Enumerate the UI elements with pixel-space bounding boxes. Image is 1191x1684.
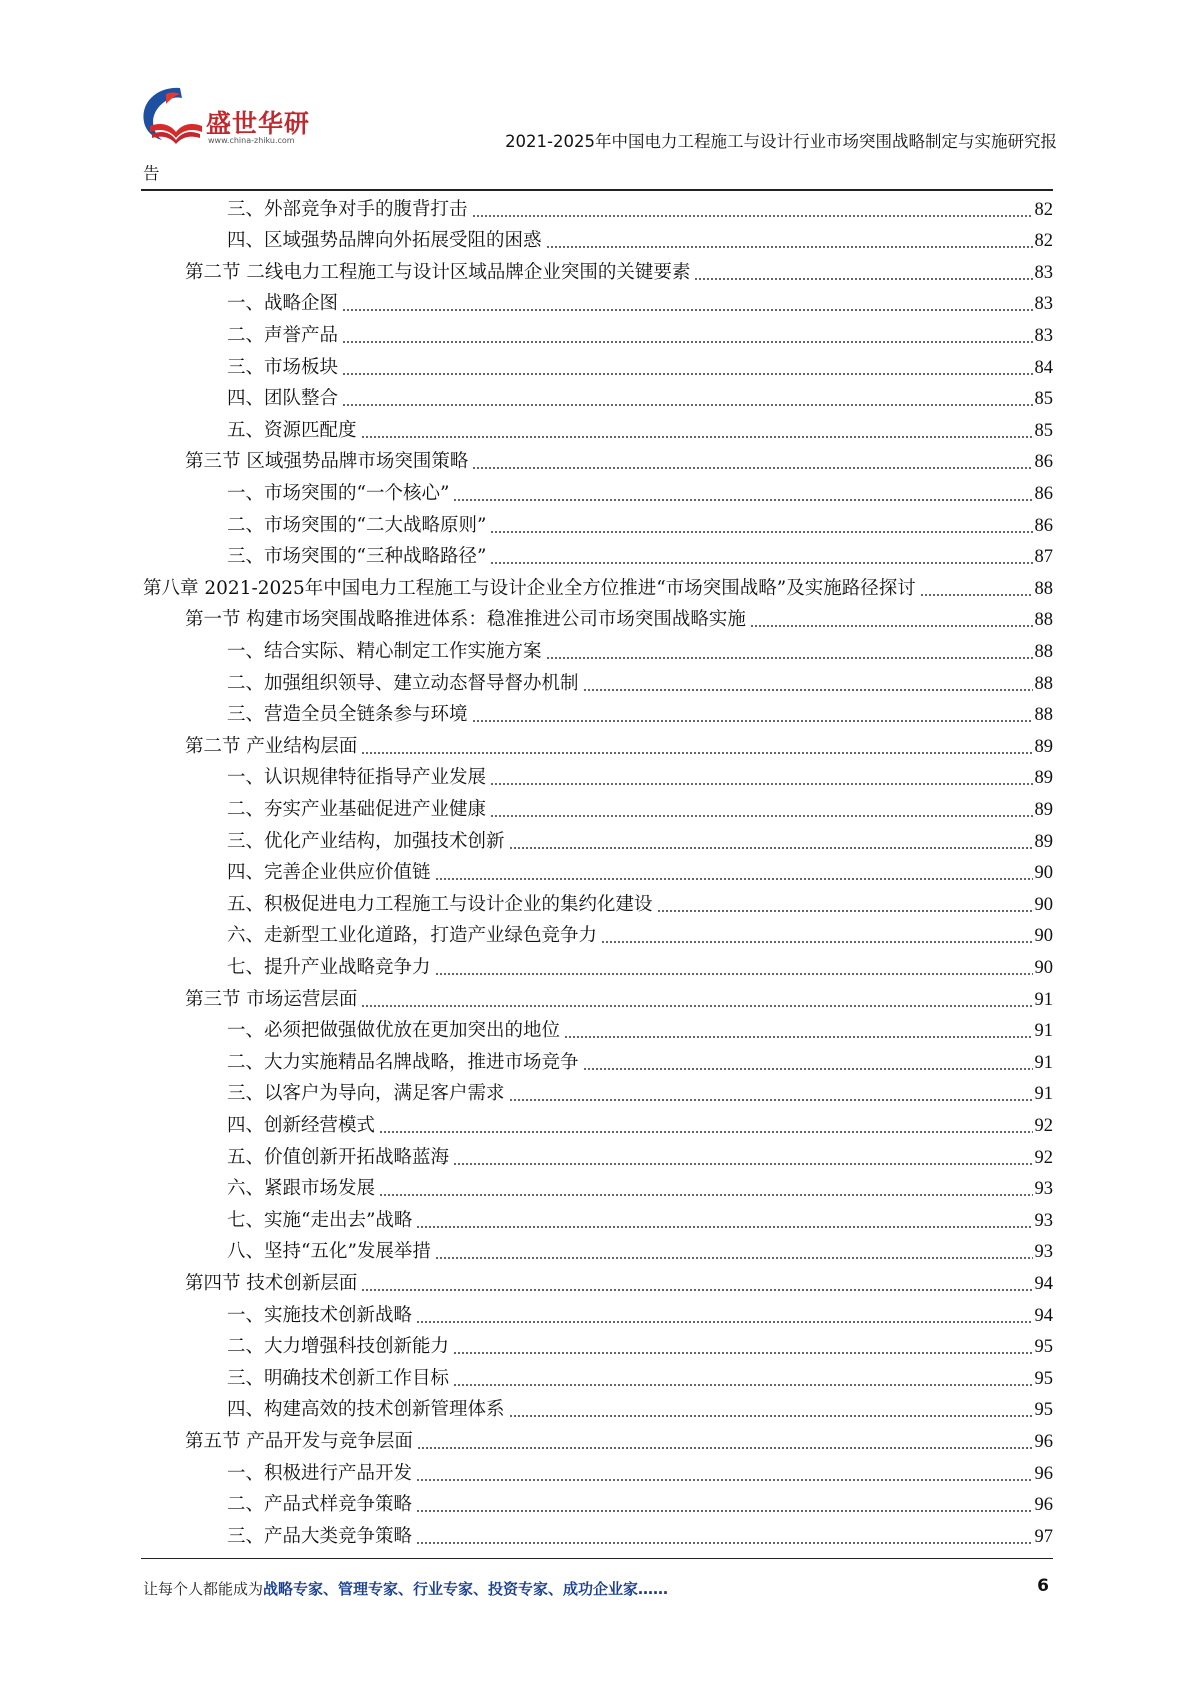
toc-dot-leader: [379, 1131, 1032, 1133]
toc-entry-page: 87: [1034, 547, 1053, 568]
toc-entry[interactable]: [185, 727, 1053, 759]
toc-dot-leader: [490, 531, 1032, 533]
company-logo: [136, 82, 316, 152]
toc-entry[interactable]: [227, 316, 1053, 348]
toc-dot-leader: [472, 467, 1032, 469]
toc-entry-label: 六、走新型工业化道路，打造产业绿色竞争力: [227, 925, 598, 947]
toc-dot-leader: [435, 878, 1033, 880]
toc-entry-page: 95: [1034, 1400, 1053, 1421]
toc-dot-leader: [416, 1510, 1032, 1512]
toc-entry-label: 三、产品大类竞争策略: [227, 1525, 413, 1547]
toc-entry-label: 四、区域强势品牌向外拓展受阻的困惑: [227, 230, 542, 252]
logo-name: 盛世华研: [206, 109, 311, 138]
toc-entry-label: 一、结合实际、精心制定工作实施方案: [227, 640, 542, 662]
toc-entry[interactable]: [227, 1106, 1053, 1138]
toc-entry-page: 89: [1034, 768, 1053, 789]
toc-entry-label: 二、市场突围的“二大战略原则”: [227, 514, 487, 536]
toc-entry-page: 86: [1034, 452, 1053, 473]
toc-dot-leader: [509, 1099, 1033, 1101]
toc-dot-leader: [583, 689, 1033, 691]
report-title-line-1: 2021-2025年中国电力工程施工与设计行业市场突围战略制定与实施研究报: [505, 132, 1057, 151]
toc-entry-label: 第二节 二线电力工程施工与设计区域品牌企业突围的关键要素: [185, 261, 691, 283]
toc-entry-label: 二、大力增强科技创新能力: [227, 1336, 450, 1358]
toc-entry[interactable]: [227, 380, 1053, 412]
toc-entry-label: 第八章 2021-2025年中国电力工程施工与设计企业全方位推进“市场突围战略”及实施路径探讨: [143, 577, 916, 599]
toc-entry[interactable]: [143, 569, 1053, 601]
toc-entry-page: 96: [1034, 1495, 1053, 1516]
toc-entry-label: 一、必须把做强做优放在更加突出的地位: [227, 1020, 561, 1042]
toc-entry[interactable]: [227, 885, 1053, 917]
toc-entry-page: 92: [1034, 1115, 1053, 1136]
toc-entry-label: 三、以客户为导向，满足客户需求: [227, 1083, 505, 1105]
toc-entry-label: 一、实施技术创新战略: [227, 1304, 413, 1326]
toc-entry-page: 88: [1034, 641, 1053, 662]
toc-entry-page: 86: [1034, 483, 1053, 504]
toc-dot-leader: [694, 278, 1032, 280]
toc-entry[interactable]: [227, 1296, 1053, 1328]
toc-entry-label: 第二节 产业结构层面: [185, 735, 358, 757]
toc-entry-label: 五、积极促进电力工程施工与设计企业的集约化建设: [227, 893, 653, 915]
toc-entry-page: 82: [1034, 199, 1053, 220]
toc-dot-leader: [361, 1005, 1032, 1007]
toc-entry-label: 四、创新经营模式: [227, 1114, 376, 1136]
toc-entry[interactable]: [227, 506, 1053, 538]
toc-dot-leader: [361, 752, 1032, 754]
toc-entry[interactable]: [227, 664, 1053, 696]
toc-entry[interactable]: [227, 948, 1053, 980]
toc-entry[interactable]: [227, 917, 1053, 949]
toc-entry-page: 85: [1034, 389, 1053, 410]
toc-entry-page: 92: [1034, 1147, 1053, 1168]
toc-dot-leader: [416, 1226, 1032, 1228]
toc-entry-page: 82: [1034, 231, 1053, 252]
toc-dot-leader: [435, 973, 1033, 975]
toc-entry[interactable]: [227, 696, 1053, 728]
toc-dot-leader: [472, 720, 1033, 722]
toc-entry-page: 89: [1034, 736, 1053, 757]
toc-entry-label: 第五节 产品开发与竞争层面: [185, 1430, 413, 1452]
toc-entry-page: 94: [1034, 1273, 1053, 1294]
toc-entry-page: 94: [1034, 1305, 1053, 1326]
toc-dot-leader: [583, 1068, 1033, 1070]
toc-dot-leader: [920, 594, 1033, 596]
toc-entry[interactable]: [227, 854, 1053, 886]
toc-entry[interactable]: [227, 790, 1053, 822]
toc-entry-page: 96: [1034, 1463, 1053, 1484]
toc-dot-leader: [546, 246, 1033, 248]
toc-entry[interactable]: [227, 1138, 1053, 1170]
toc-dot-leader: [490, 815, 1032, 817]
toc-dot-leader: [361, 436, 1033, 438]
toc-entry-page: 97: [1034, 1526, 1053, 1547]
toc-entry-page: 88: [1034, 610, 1053, 631]
toc-entry-label: 五、价值创新开拓战略蓝海: [227, 1146, 450, 1168]
toc-entry[interactable]: [227, 190, 1053, 222]
toc-entry-page: 96: [1034, 1431, 1053, 1452]
toc-entry-label: 四、构建高效的技术创新管理体系: [227, 1399, 505, 1421]
toc-entry[interactable]: [227, 222, 1053, 254]
toc-entry-label: 五、资源匹配度: [227, 419, 357, 441]
toc-entry[interactable]: [227, 1075, 1053, 1107]
toc-entry-page: 90: [1034, 863, 1053, 884]
toc-entry[interactable]: [227, 1201, 1053, 1233]
toc-entry-label: 三、营造全员全链条参与环境: [227, 704, 468, 726]
toc-entry[interactable]: [227, 1391, 1053, 1423]
footer-slogan-lead: 让每个人都能成为: [143, 1580, 264, 1598]
footer-slogan: [143, 1578, 668, 1599]
toc-entry[interactable]: [227, 1233, 1053, 1265]
toc-dot-leader: [342, 341, 1032, 343]
page-number: 6: [1037, 1576, 1049, 1596]
toc-entry-page: 90: [1034, 957, 1053, 978]
toc-entry-page: 83: [1034, 325, 1053, 346]
toc-entry-label: 一、战略企图: [227, 293, 339, 315]
toc-entry-label: 二、加强组织领导、建立动态督导督办机制: [227, 672, 579, 694]
toc-dot-leader: [564, 1036, 1032, 1038]
toc-dot-leader: [416, 1542, 1032, 1544]
toc-entry[interactable]: [227, 1012, 1053, 1044]
toc-entry-label: 三、优化产业结构，加强技术创新: [227, 830, 505, 852]
toc-entry-label: 二、夯实产业基础促进产业健康: [227, 798, 487, 820]
toc-dot-leader: [379, 1194, 1032, 1196]
toc-entry[interactable]: [227, 348, 1053, 380]
toc-entry[interactable]: [185, 980, 1053, 1012]
toc-entry[interactable]: [185, 443, 1053, 475]
toc-entry-label: 三、外部竞争对手的腹背打击: [227, 198, 468, 220]
toc-entry-page: 85: [1034, 420, 1053, 441]
toc-entry[interactable]: [227, 1454, 1053, 1486]
toc-dot-leader: [546, 657, 1033, 659]
footer-slogan-roles: 战略专家、管理专家、行业专家、投资专家、成功企业家……: [263, 1580, 669, 1598]
toc-entry-label: 第四节 技术创新层面: [185, 1272, 358, 1294]
toc-entry-label: 二、声誉产品: [227, 324, 339, 346]
toc-dot-leader: [657, 910, 1033, 912]
toc-entry-page: 95: [1034, 1368, 1053, 1389]
toc-entry-page: 88: [1034, 673, 1053, 694]
toc-entry-page: 91: [1034, 1084, 1053, 1105]
toc-dot-leader: [750, 625, 1033, 627]
toc-entry-label: 七、提升产业战略竞争力: [227, 956, 431, 978]
toc-entry-page: 86: [1034, 515, 1053, 536]
toc-entry[interactable]: [227, 1517, 1053, 1549]
toc-entry-page: 91: [1034, 989, 1053, 1010]
toc-entry-label: 三、明确技术创新工作目标: [227, 1367, 450, 1389]
toc-entry-page: 93: [1034, 1210, 1053, 1231]
toc-dot-leader: [490, 783, 1032, 785]
toc-entry-page: 89: [1034, 831, 1053, 852]
toc-dot-leader: [453, 1384, 1032, 1386]
toc-dot-leader: [490, 562, 1032, 564]
toc-dot-leader: [453, 499, 1032, 501]
toc-dot-leader: [342, 309, 1032, 311]
toc-dot-leader: [601, 941, 1032, 943]
toc-entry-label: 二、产品式样竞争策略: [227, 1494, 413, 1516]
toc-entry[interactable]: [227, 411, 1053, 443]
report-title-line-2: 告: [143, 164, 160, 183]
toc-entry[interactable]: [185, 601, 1053, 633]
toc-entry-label: 第三节 市场运营层面: [185, 988, 358, 1010]
toc-entry-page: 95: [1034, 1337, 1053, 1358]
toc-entry[interactable]: [227, 759, 1053, 791]
logo-url: www.china-zhiku.com: [208, 136, 295, 145]
toc-entry-page: 89: [1034, 799, 1053, 820]
toc-entry[interactable]: [227, 1359, 1053, 1391]
toc-dot-leader: [453, 1163, 1032, 1165]
toc-entry-label: 四、完善企业供应价值链: [227, 862, 431, 884]
toc-entry[interactable]: [185, 253, 1053, 285]
toc-entry[interactable]: [227, 1328, 1053, 1360]
toc-dot-leader: [416, 1479, 1032, 1481]
toc-entry-label: 一、积极进行产品开发: [227, 1462, 413, 1484]
toc-dot-leader: [435, 1257, 1033, 1259]
toc-dot-leader: [509, 1415, 1033, 1417]
toc-entry[interactable]: [227, 632, 1053, 664]
toc-entry-label: 二、大力实施精品名牌战略，推进市场竞争: [227, 1051, 579, 1073]
toc-entry-label: 八、坚持“五化”发展举措: [227, 1241, 431, 1263]
toc-dot-leader: [342, 373, 1032, 375]
footer-divider: [141, 1558, 1053, 1559]
toc-entry-label: 一、认识规律特征指导产业发展: [227, 767, 487, 789]
toc-entry[interactable]: [185, 1422, 1053, 1454]
toc-entry[interactable]: [185, 1264, 1053, 1296]
toc-entry-page: 83: [1034, 294, 1053, 315]
toc-dot-leader: [472, 215, 1033, 217]
toc-entry-label: 第三节 区域强势品牌市场突围策略: [185, 451, 469, 473]
toc-entry-label: 七、实施“走出去”战略: [227, 1209, 413, 1231]
toc-entry-page: 93: [1034, 1242, 1053, 1263]
toc-dot-leader: [361, 1289, 1032, 1291]
toc-entry-page: 91: [1034, 1052, 1053, 1073]
toc-dot-leader: [417, 1447, 1033, 1449]
toc-entry[interactable]: [227, 822, 1053, 854]
toc-entry-page: 90: [1034, 894, 1053, 915]
toc-entry-page: 83: [1034, 262, 1053, 283]
toc-entry-page: 88: [1034, 578, 1053, 599]
toc-dot-leader: [453, 1352, 1032, 1354]
toc-dot-leader: [416, 1321, 1032, 1323]
toc-entry[interactable]: [227, 538, 1053, 570]
toc-entry-label: 一、市场突围的“一个核心”: [227, 482, 450, 504]
toc-dot-leader: [509, 847, 1033, 849]
toc-entry-page: 84: [1034, 357, 1053, 378]
toc-entry-page: 90: [1034, 926, 1053, 947]
toc-entry-label: 三、市场板块: [227, 356, 339, 378]
toc-entry[interactable]: [227, 1170, 1053, 1202]
toc-entry[interactable]: [227, 1043, 1053, 1075]
toc-entry-label: 第一节 构建市场突围战略推进体系：稳准推进公司市场突围战略实施: [185, 609, 746, 631]
toc-entry[interactable]: [227, 285, 1053, 317]
toc-entry-label: 四、团队整合: [227, 388, 339, 410]
toc-entry-label: 六、紧跟市场发展: [227, 1178, 376, 1200]
toc-entry-page: 93: [1034, 1179, 1053, 1200]
toc-entry[interactable]: [227, 1486, 1053, 1518]
logo-emblem-icon: [136, 82, 208, 152]
toc-entry[interactable]: [227, 474, 1053, 506]
toc-entry-page: 88: [1034, 705, 1053, 726]
toc-entry-label: 三、市场突围的“三种战略路径”: [227, 546, 487, 568]
toc-entry-page: 91: [1034, 1021, 1053, 1042]
toc-dot-leader: [342, 404, 1032, 406]
